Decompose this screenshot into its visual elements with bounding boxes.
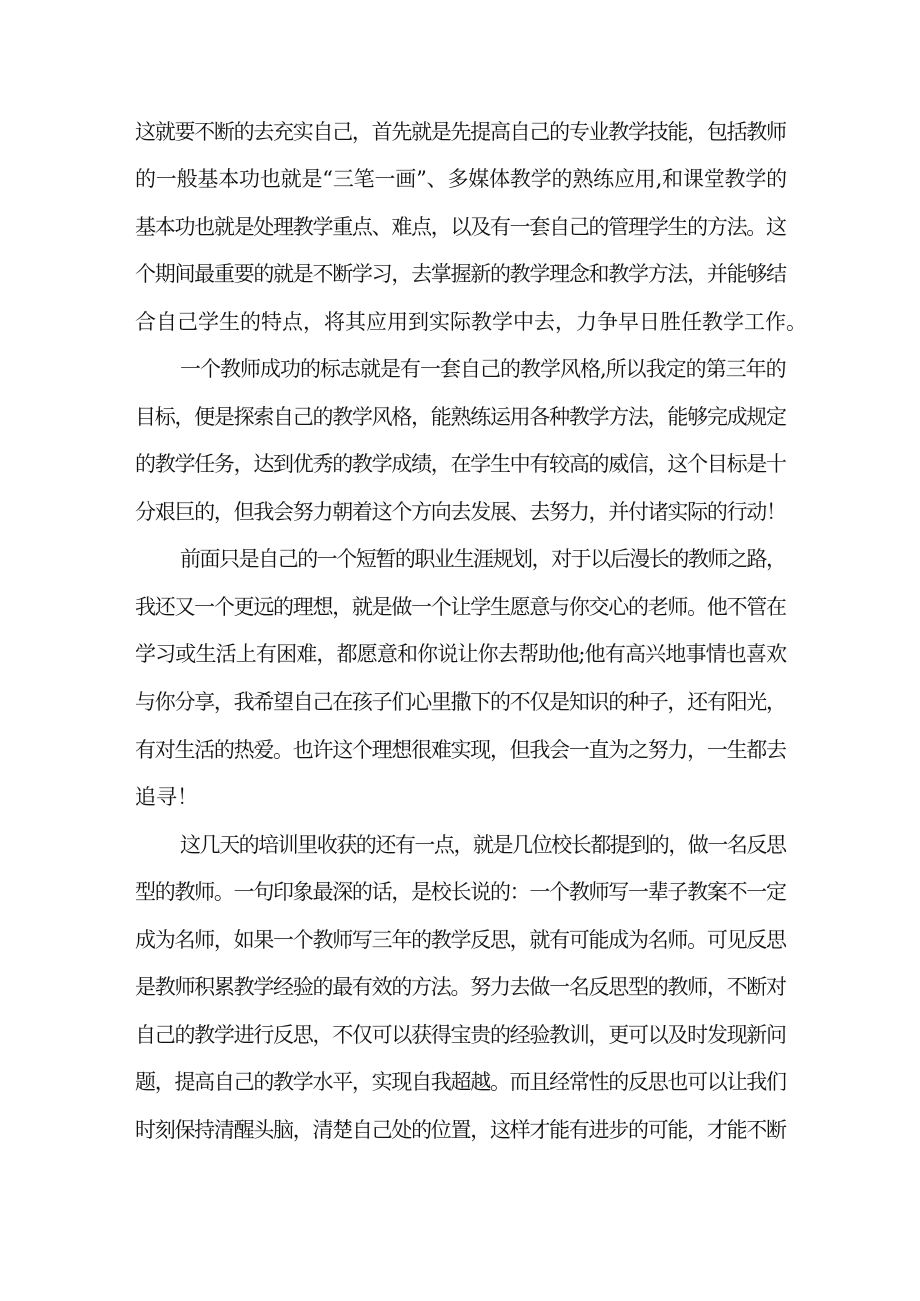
text-line: 我还又一个更远的理想，就是做一个让学生愿意与你交心的老师。他不管在 bbox=[135, 595, 786, 619]
text-line: 目标，便是探索自己的教学风格，能熟练运用各种教学方法，能够完成规定 bbox=[135, 405, 786, 429]
text-line: 与你分享，我希望自己在孩子们心里撒下的不仅是知识的种子，还有阳光， bbox=[135, 690, 786, 714]
text-line: 有对生活的热爱。也许这个理想很难实现，但我会一直为之努力，一生都去 bbox=[135, 738, 786, 762]
text-line: 这就要不断的去充实自己，首先就是先提高自己的专业教学技能，包括教师 bbox=[135, 120, 786, 144]
text-line: 型的教师。一句印象最深的话，是校长说的：一个教师写一辈子教案不一定 bbox=[135, 880, 786, 904]
text-line: 一个教师成功的标志就是有一套自己的教学风格,所以我定的第三年的 bbox=[180, 357, 786, 381]
text-line: 题，提高自己的教学水平，实现自我超越。而且经常性的反思也可以让我们 bbox=[135, 1070, 786, 1094]
text-line: 自己的教学进行反思，不仅可以获得宝贵的经验教训，更可以及时发现新问 bbox=[135, 1023, 786, 1047]
text-line: 基本功也就是处理教学重点、难点，以及有一套自己的管理学生的方法。这 bbox=[135, 215, 786, 239]
text-line: 成为名师，如果一个教师写三年的教学反思，就有可能成为名师。可见反思 bbox=[135, 928, 786, 952]
text-line: 个期间最重要的就是不断学习，去掌握新的教学理念和教学方法，并能够结 bbox=[135, 262, 786, 286]
text-line: 这几天的培训里收获的还有一点，就是几位校长都提到的，做一名反思 bbox=[180, 833, 786, 857]
text-line: 分艰巨的，但我会努力朝着这个方向去发展、去努力，并付诸实际的行动！ bbox=[135, 500, 786, 524]
text-line: 前面只是自己的一个短暂的职业生涯规划，对于以后漫长的教师之路， bbox=[180, 547, 786, 571]
text-line: 时刻保持清醒头脑，清楚自己处的位置，这样才能有进步的可能，才能不断 bbox=[135, 1118, 786, 1142]
text-line: 学习或生活上有困难，都愿意和你说让你去帮助他;他有高兴地事情也喜欢 bbox=[135, 642, 787, 666]
text-line: 的一般基本功也就是“三笔一画”、多媒体教学的熟练应用,和课堂教学的 bbox=[135, 167, 787, 191]
text-line: 追寻！ bbox=[135, 785, 198, 809]
text-line: 的教学任务，达到优秀的教学成绩，在学生中有较高的威信，这个目标是十 bbox=[135, 452, 786, 476]
text-line: 是教师积累教学经验的最有效的方法。努力去做一名反思型的教师，不断对 bbox=[135, 975, 786, 999]
text-line: 合自己学生的特点，将其应用到实际教学中去，力争早日胜任教学工作。 bbox=[135, 310, 807, 334]
